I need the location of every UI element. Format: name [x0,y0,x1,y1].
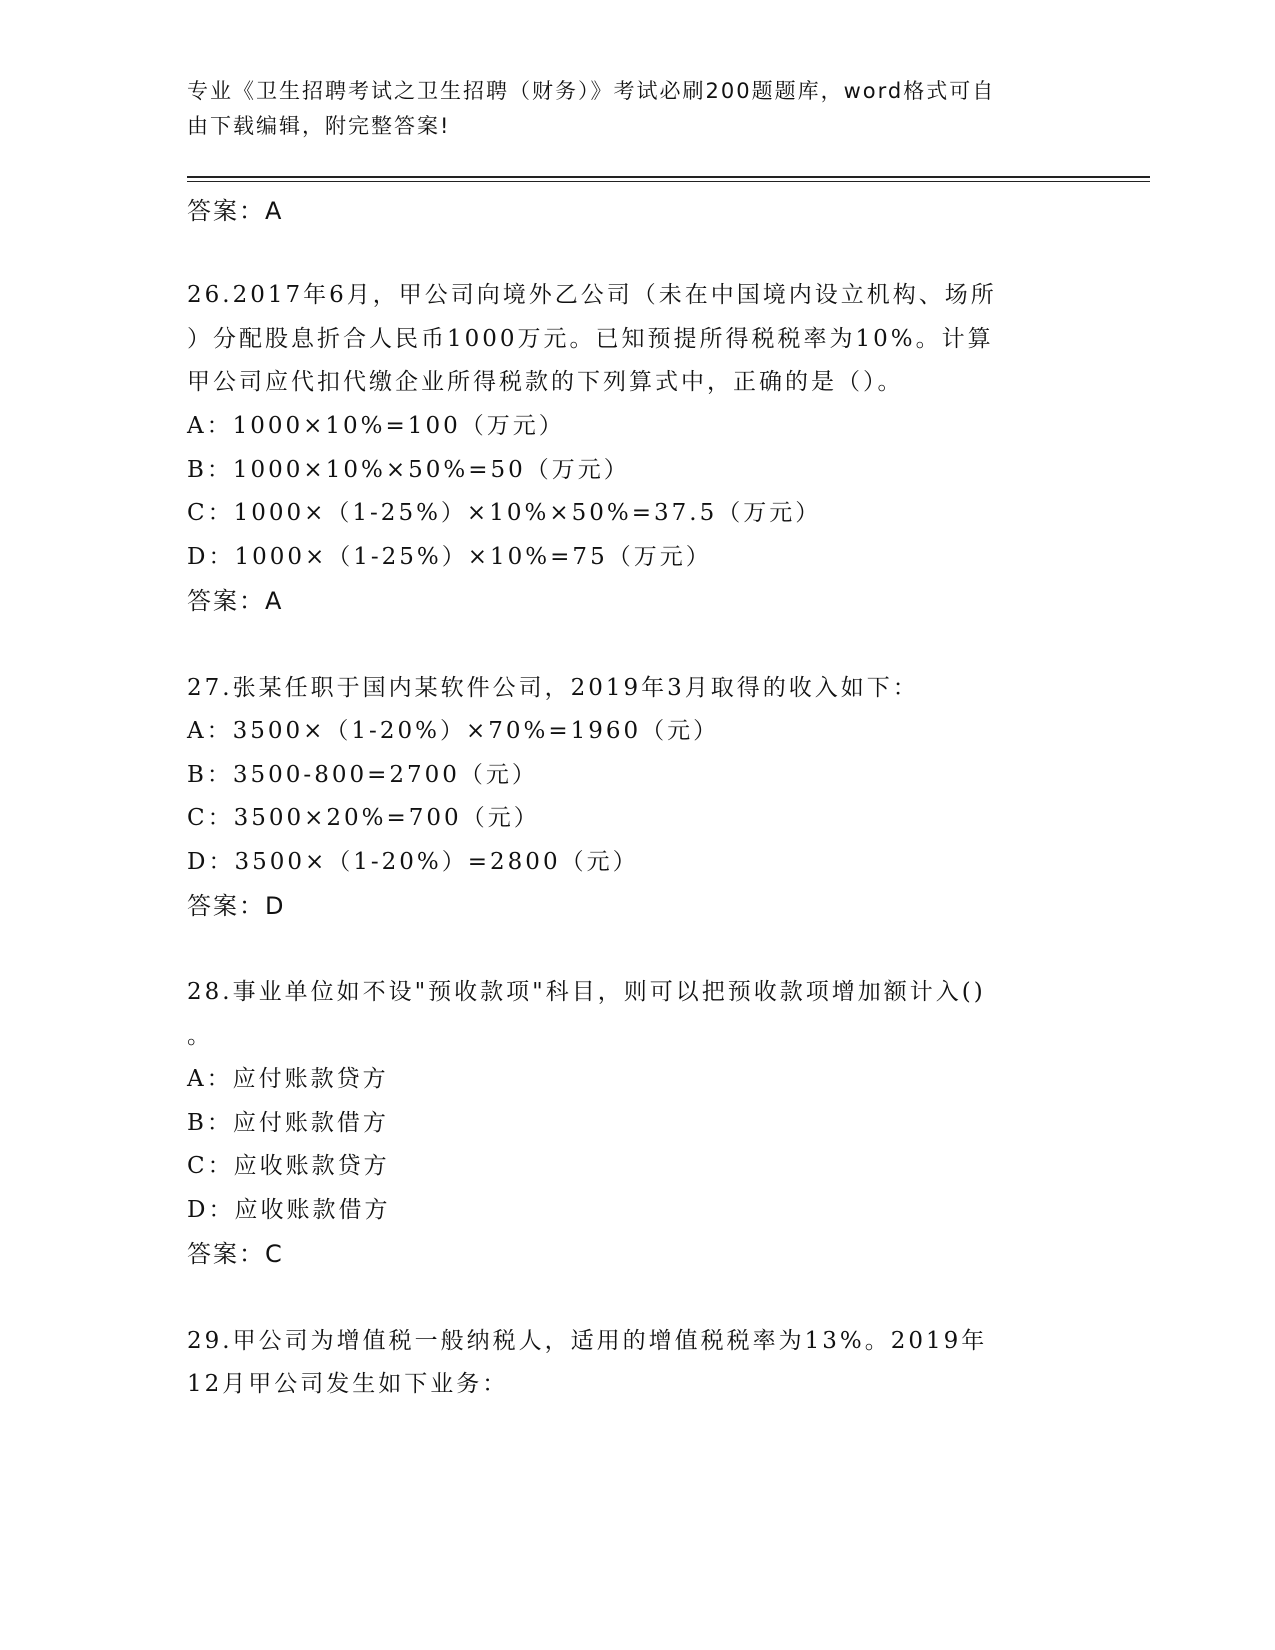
q29-line-2: 12月甲公司发生如下业务： [187,1371,509,1397]
q28-option-d: D：应收账款借方 [187,1197,391,1223]
q28-answer: 答案：C [187,1240,284,1268]
q28-option-a: A：应付账款贷方 [187,1066,389,1092]
q27-answer: 答案：D [187,892,286,920]
header-line-1: 专业《卫生招聘考试之卫生招聘（财务）》考试必刷200题题库，word格式可自 [187,79,996,103]
q26-line-2: ）分配股息折合人民币1000万元。已知预提所得税税率为10%。计算 [187,326,994,352]
q26-answer: 答案：A [187,587,284,615]
q27-option-b: B：3500-800=2700（元） [187,762,538,788]
q27-option-d: D：3500×（1-20%）=2800（元） [187,849,639,875]
q26-line-3: 甲公司应代扣代缴企业所得税款的下列算式中，正确的是（）。 [187,369,904,395]
q28-line-2: 。 [187,1023,213,1049]
q26-line-1: 26.2017年6月，甲公司向境外乙公司（未在中国境内设立机构、场所 [187,282,997,308]
document-header [187,74,1087,144]
q28-line-1: 28.事业单位如不设"预收款项"科目，则可以把预收款项增加额计入() [187,979,986,1005]
q26-option-c: C：1000×（1-25%）×10%×50%=37.5（万元） [187,500,822,526]
answer-prev: 答案：A [187,197,284,225]
q27-option-a: A：3500×（1-20%）×70%=1960（元） [187,718,720,744]
q28-option-b: B：应付账款借方 [187,1110,389,1136]
q27-line-1: 27.张某任职于国内某软件公司，2019年3月取得的收入如下： [187,675,919,701]
q28-option-c: C：应收账款贷方 [187,1153,390,1179]
q27-option-c: C：3500×20%=700（元） [187,805,540,831]
q26-option-b: B：1000×10%×50%=50（万元） [187,457,630,483]
header-line-2: 由下载编辑，附完整答案! [187,114,451,138]
q26-option-d: D：1000×（1-25%）×10%=75（万元） [187,544,712,570]
q29-line-1: 29.甲公司为增值税一般纳税人，适用的增值税税率为13%。2019年 [187,1328,988,1354]
header-divider-thin [187,181,1150,182]
header-divider-thick [187,176,1150,178]
q26-option-a: A：1000×10%=100（万元） [187,413,565,439]
